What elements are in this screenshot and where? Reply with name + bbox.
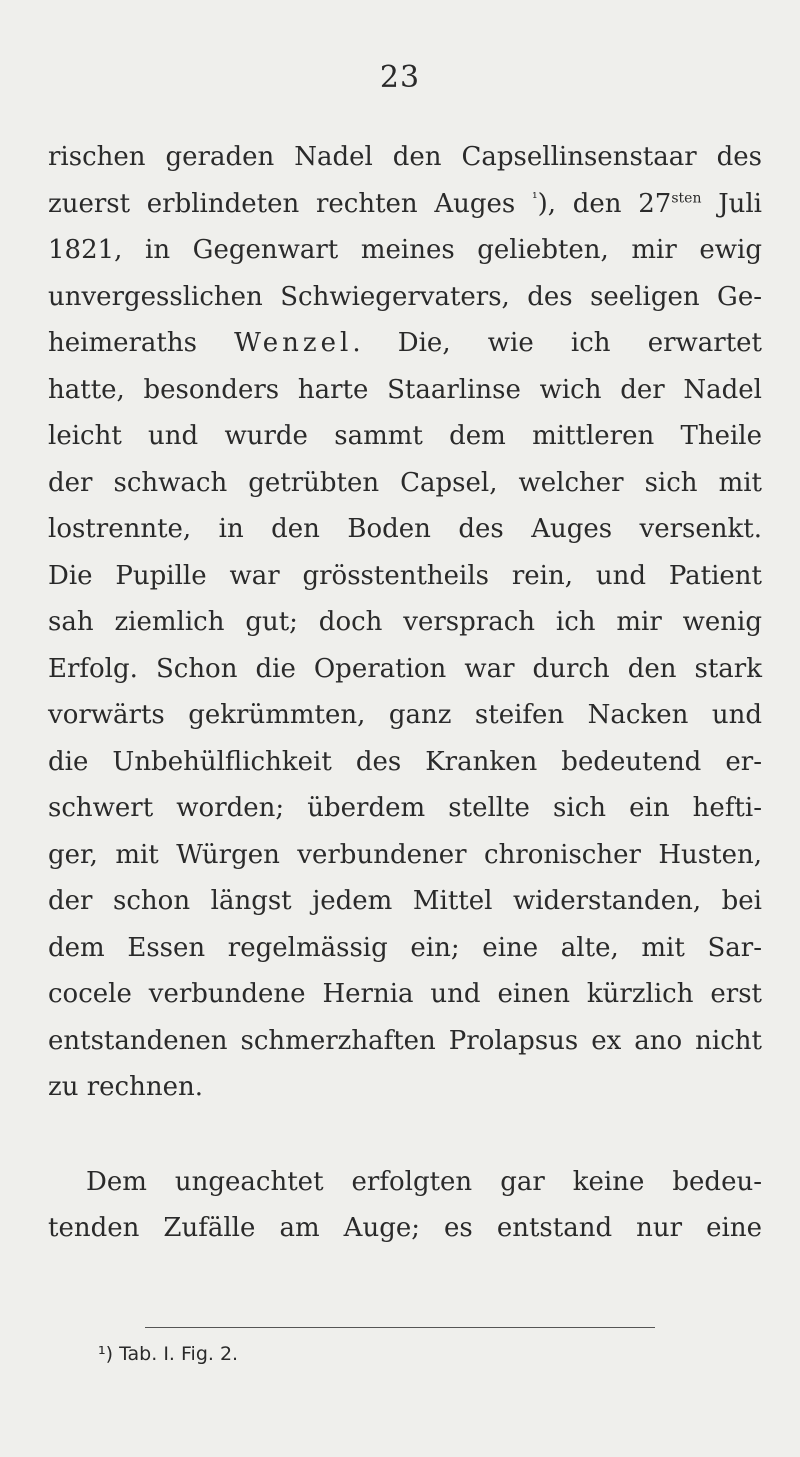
text-line: 1821, in Gegenwart meines geliebten, mir ewig [48, 235, 762, 265]
main-text [48, 134, 762, 1252]
text-line: Die Pupille war grösstentheils rein, und Patient [48, 560, 762, 591]
footnote-divider [145, 1327, 655, 1328]
text-line: ger, mit Würgen verbundener chronischer Husten, [48, 839, 762, 870]
text-line: vorwärts gekrümmten, ganz steifen Nacken und [48, 700, 762, 730]
text-fragment: heimeraths [48, 328, 197, 358]
text-line: cocele verbundene Hernia und einen kürzlich erst [48, 979, 762, 1009]
text-line: rischen geraden Nadel den Capsellinsenstaar des [48, 142, 762, 172]
text-fragment: Juli [701, 188, 762, 219]
text-line: unvergesslichen Schwiegervaters, des seeligen Ge- [48, 281, 762, 312]
text-line: sah ziemlich gut; doch versprach ich mir wenig [48, 607, 762, 637]
text-line: lostrennte, in den Boden des Auges versenkt. [48, 514, 762, 544]
text-line: die Unbehülflichkeit des Kranken bedeutend er- [48, 746, 762, 777]
ordinal-superscript: sten [671, 189, 702, 206]
footnote: ¹) Tab. I. Fig. 2. [98, 1343, 239, 1365]
text-line: hatte, besonders harte Staarlinse wich der Nadel [48, 374, 762, 405]
text-line: Erfolg. Schon die Operation war durch den stark [48, 653, 762, 684]
person-name: Wenzel [234, 328, 353, 358]
page-number: 23 [379, 60, 421, 95]
text-line: tenden Zufälle am Auge; es entstand nur eine [48, 1213, 762, 1243]
text-fragment: . Die, wie ich erwartet [352, 328, 763, 358]
text-line: dem Essen regelmässig ein; eine alte, mit Sar- [48, 932, 762, 963]
text-line: zu rechnen. [48, 1072, 203, 1102]
text-line: Dem ungeachtet erfolgten gar keine bedeu- [86, 1166, 762, 1197]
text-line: der schwach getrübten Capsel, welcher sich mit [48, 467, 762, 498]
footnote-reference: ¹ [532, 189, 538, 206]
text-line: der schon längst jedem Mittel widerstanden, bei [48, 886, 762, 916]
text-line: entstandenen schmerzhaften Prolapsus ex ano nicht [48, 1025, 762, 1056]
text-fragment: ), den 27 [537, 188, 672, 219]
text-line [48, 181, 762, 228]
text-line: schwert worden; überdem stellte sich ein hefti- [48, 793, 762, 823]
paragraph-gap [48, 1111, 762, 1159]
text-fragment: zuerst erblindeten rechten Auges [48, 188, 516, 219]
text-line [48, 320, 762, 367]
text-line: leicht und wurde sammt dem mittleren Theile [48, 421, 762, 451]
